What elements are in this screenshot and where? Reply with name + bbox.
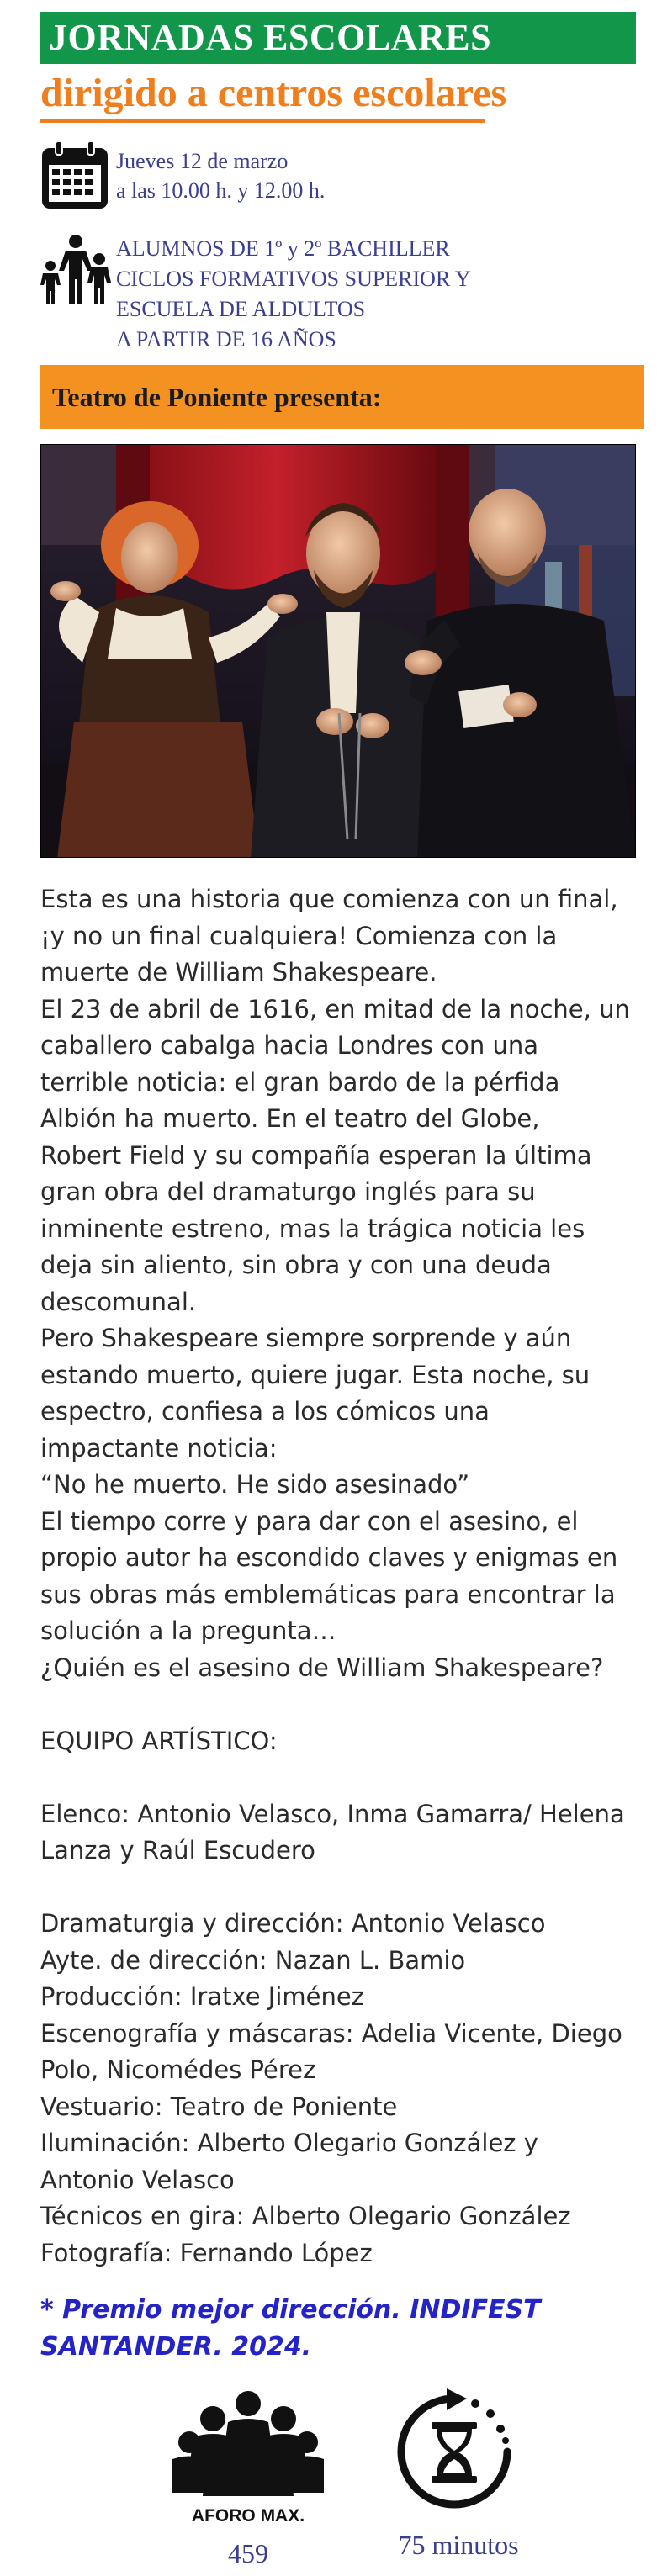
credit-line: Iluminación: Alberto Olegario González y [40,2129,538,2157]
presenter-bar [40,365,644,429]
synopsis-line: espectro, confiesa a los cómicos una [40,1397,490,1426]
synopsis-line: terrible noticia: el gran bardo de la pérfida [40,1067,560,1097]
duration-value: 75 minutos [398,2530,519,2560]
award-line-2: SANTANDER. 2024. [40,2332,312,2362]
synopsis-line: ¡y no un final cualquiera! Comienza con la [40,921,558,950]
award-note [40,2292,643,2366]
synopsis-line: propio autor ha escondido claves y enigmas en [40,1543,618,1572]
synopsis-line: El tiempo corre y para dar con el asesino, el [40,1506,579,1536]
subtitle-underline [40,119,485,123]
event-subtitle: dirigido a centros escolares [40,71,507,115]
synopsis-line: descomunal. [40,1287,197,1316]
credit-line: Dramaturgia y dirección: Antonio Velasco [40,1909,546,1938]
schedule-date: Jueves 12 de marzo [116,149,289,173]
presenter-label: Teatro de Poniente presenta: [52,382,382,412]
production-photo [40,444,636,858]
synopsis-line: Pero Shakespeare siempre sorprende y aún [40,1324,572,1352]
award-line-1: * Premio mejor dirección. INDIFEST [40,2295,541,2325]
credit-line: Antonio Velasco [40,2165,235,2194]
schedule-times: a las 10.00 h. y 12.00 h. [116,178,326,203]
capacity-label: AFORO MAX. [191,2506,305,2526]
synopsis-line: solución a la pregunta… [40,1616,336,1645]
cast-line: Lanza y Raúl Escudero [40,1836,315,1865]
synopsis-line: El 23 de abril de 1616, en mitad de la noche, un [40,994,630,1024]
synopsis-line: Esta es una historia que comienza con un final, [40,885,618,913]
synopsis-line: estando muerto, quiere jugar. Esta noche, su [40,1360,591,1389]
cast-line: Elenco: Antonio Velasco, Inma Gamarra/ Helena [40,1799,625,1828]
description-text [40,881,643,2272]
family-icon [40,234,111,309]
event-title-banner [40,12,636,64]
credit-line: Escenografía y máscaras: Adelia Vicente, Diego [40,2018,622,2048]
audience-line-4: A PARTIR DE 16 AÑOS [116,327,336,352]
credit-line: Técnicos en gira: Alberto Olegario González [40,2202,571,2230]
audience-line-1: ALUMNOS DE 1º y 2º BACHILLER [116,236,450,261]
credit-line: Polo, Nicomédes Pérez [40,2055,316,2084]
synopsis-line: Robert Field y su compañía esperan la última [40,1140,592,1170]
audience-line-2: CICLOS FORMATIVOS SUPERIOR Y [116,267,471,291]
synopsis-line: sus obras más emblemáticas para encontrar la [40,1579,616,1609]
synopsis-line: gran obra del dramaturgo inglés para su [40,1177,536,1206]
event-title: JORNADAS ESCOLARES [49,17,492,58]
duration-stat [370,2388,547,2561]
credit-line: Ayte. de dirección: Nazan L. Bamio [40,1945,466,1975]
capacity-stat [168,2388,328,2569]
credit-line: Fotografía: Fernando López [40,2238,373,2267]
team-heading: EQUIPO ARTÍSTICO: [40,1726,278,1755]
synopsis-line: deja sin aliento, sin obra y con una deuda [40,1251,552,1279]
credit-line: Vestuario: Teatro de Poniente [40,2092,398,2121]
audience-block [40,229,636,355]
capacity-value: 459 [228,2538,268,2568]
synopsis-line: Albión ha muerto. En el teatro del Globe, [40,1104,540,1133]
hourglass-timer-icon [370,2388,547,2518]
synopsis-line: muerte de William Shakespeare. [40,958,437,986]
synopsis-line: ¿Quién es el asesino de William Shakespeare? [40,1653,604,1682]
synopsis-line: impactante noticia: [40,1433,278,1463]
synopsis-line: caballero cabalga hacia Londres con una [40,1031,539,1060]
synopsis-line: inminente estreno, mas la trágica noticia les [40,1214,585,1243]
synopsis-line: “No he muerto. He sido asesinado” [40,1470,470,1499]
audience-group-icon [168,2388,328,2533]
schedule-block [40,140,636,215]
calendar-icon [40,140,109,214]
audience-line-3: ESCUELA DE ALDULTOS [116,297,366,321]
credit-line: Producción: Iratxe Jiménez [40,1982,364,2011]
